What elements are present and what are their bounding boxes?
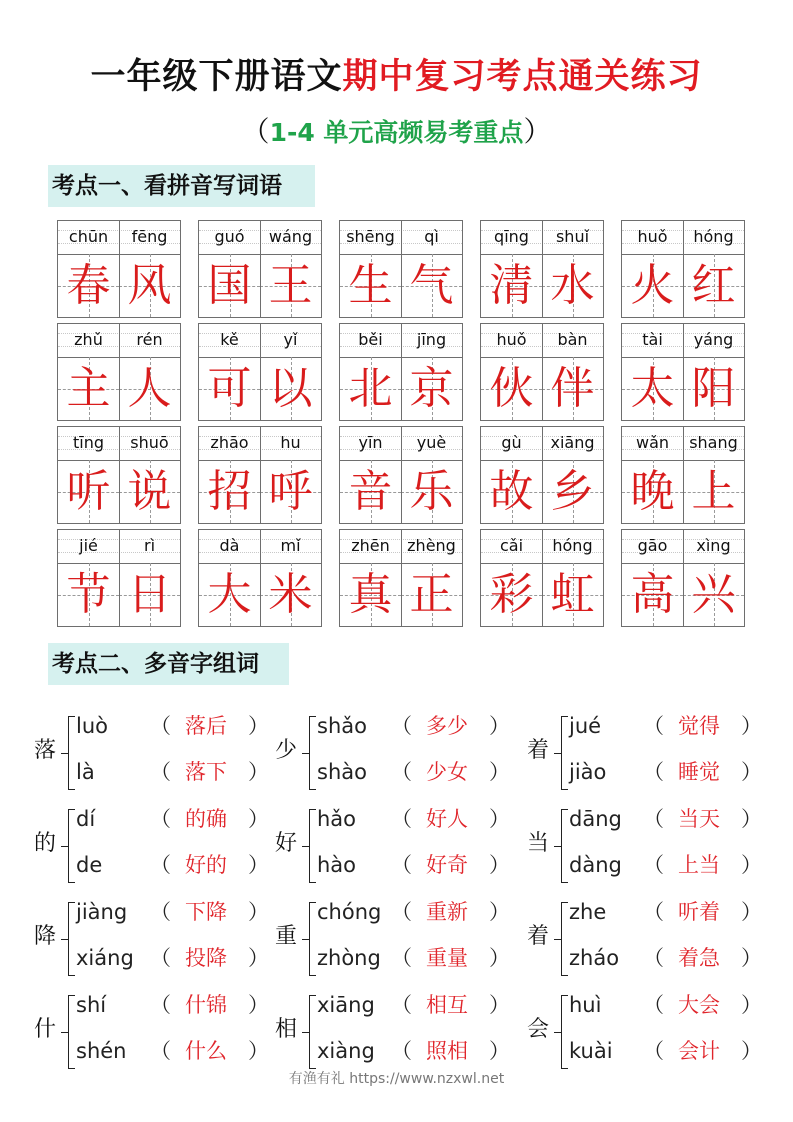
hanzi-answer-left: 北 [348, 363, 393, 414]
reading-row [76, 1031, 276, 1071]
reading-pinyin: de [76, 853, 103, 877]
open-paren: （ [643, 760, 664, 784]
pinyin-left: qīng [494, 227, 529, 246]
pinyin-right: shuō [130, 433, 169, 452]
answer-word: 睡觉 [678, 760, 720, 784]
answer-word: 上当 [678, 853, 720, 877]
polyphone-item [275, 706, 510, 798]
hanzi-answer-left: 主 [66, 363, 111, 414]
pinyin-right: yáng [693, 330, 734, 349]
word-box [57, 323, 181, 421]
word-box [480, 220, 604, 318]
pinyin-left: běi [358, 330, 383, 349]
answer-word: 多少 [426, 714, 468, 738]
polyphone-item [34, 892, 269, 984]
reading-row [76, 706, 276, 746]
polyphone-char: 着 [527, 924, 550, 949]
hanzi-answer-left: 高 [630, 569, 675, 620]
open-paren: （ [643, 1039, 664, 1063]
reading-row [76, 985, 276, 1025]
close-paren: ） [741, 853, 762, 877]
pinyin-left: gāo [637, 536, 668, 555]
open-paren: （ [643, 714, 664, 738]
title-black-part: 一年级下册语文 [90, 57, 343, 97]
polyphone-item [275, 892, 510, 984]
hanzi-answer-left: 听 [66, 466, 111, 517]
brace-bracket [309, 716, 316, 790]
polyphone-item [34, 799, 269, 891]
answer-word: 重量 [426, 946, 468, 970]
close-paren: ） [489, 900, 510, 924]
hanzi-answer-right: 红 [691, 260, 736, 311]
answer-word: 大会 [678, 993, 720, 1017]
reading-pinyin: jiàng [76, 900, 128, 924]
hanzi-answer-left: 可 [207, 363, 252, 414]
pinyin-left: guó [214, 227, 245, 246]
hanzi-answer-right: 以 [268, 363, 313, 414]
pinyin-left: yīn [358, 433, 383, 452]
answer-word: 好的 [185, 853, 227, 877]
pinyin-left: tīng [72, 433, 104, 452]
word-box [57, 529, 181, 627]
reading-row [76, 845, 276, 885]
reading-pinyin: huì [569, 993, 602, 1017]
open-paren: （ [391, 760, 412, 784]
hanzi-answer-right: 上 [691, 466, 736, 517]
brace-bracket [68, 716, 75, 790]
answer-word: 好奇 [426, 853, 468, 877]
reading-row [317, 845, 517, 885]
hanzi-answer-right: 人 [127, 363, 172, 414]
brace-bracket [68, 995, 75, 1069]
word-box [198, 220, 322, 318]
close-paren: ） [489, 853, 510, 877]
brace-bracket [561, 716, 568, 790]
open-paren: （ [150, 853, 171, 877]
reading-pinyin: kuài [569, 1039, 613, 1063]
reading-row [569, 845, 769, 885]
open-paren: （ [643, 946, 664, 970]
polyphone-char: 好 [275, 831, 298, 856]
reading-row [569, 706, 769, 746]
hanzi-answer-right: 呼 [268, 466, 313, 517]
close-paren: ） [489, 946, 510, 970]
pinyin-right: hóng [693, 227, 734, 246]
brace-bracket [561, 902, 568, 976]
close-paren: ） [489, 807, 510, 831]
reading-pinyin: shí [76, 993, 107, 1017]
polyphone-char: 的 [34, 831, 57, 856]
hanzi-answer-left: 彩 [489, 569, 534, 620]
answer-word: 听着 [678, 900, 720, 924]
word-box [480, 529, 604, 627]
polyphone-char: 重 [275, 924, 298, 949]
brace-bracket [309, 902, 316, 976]
pinyin-right: yǐ [283, 330, 298, 349]
pinyin-left: gù [501, 433, 522, 452]
pinyin-left: zhāo [210, 433, 249, 452]
reading-row [76, 752, 276, 792]
word-box [621, 323, 745, 421]
word-box [339, 323, 463, 421]
hanzi-answer-left: 大 [207, 569, 252, 620]
open-paren: （ [391, 1039, 412, 1063]
reading-pinyin: shào [317, 760, 367, 784]
close-paren: ） [248, 760, 269, 784]
hanzi-answer-right: 水 [550, 260, 595, 311]
brace-bracket [68, 902, 75, 976]
answer-word: 会计 [678, 1039, 720, 1063]
polyphone-char: 少 [275, 738, 298, 763]
open-paren: （ [150, 993, 171, 1017]
polyphone-char: 会 [527, 1017, 550, 1042]
reading-row [317, 799, 517, 839]
reading-row [317, 938, 517, 978]
page-title [0, 52, 793, 102]
pinyin-right: fēng [131, 227, 168, 246]
hanzi-answer-left: 伙 [489, 363, 534, 414]
close-paren: ） [489, 760, 510, 784]
pinyin-left: cǎi [499, 536, 524, 555]
reading-row [317, 752, 517, 792]
open-paren: （ [150, 900, 171, 924]
pinyin-left: jié [79, 536, 98, 555]
answer-word: 落下 [185, 760, 227, 784]
polyphone-item [527, 706, 762, 798]
reading-row [569, 799, 769, 839]
close-paren: ） [741, 807, 762, 831]
reading-pinyin: shǎo [317, 714, 367, 738]
reading-pinyin: zhòng [317, 946, 381, 970]
reading-pinyin: là [76, 760, 95, 784]
hanzi-answer-right: 京 [409, 363, 454, 414]
hanzi-answer-right: 风 [127, 260, 172, 311]
close-paren: ） [248, 714, 269, 738]
pinyin-left: huǒ [496, 330, 527, 349]
reading-row [569, 892, 769, 932]
hanzi-answer-right: 伴 [550, 363, 595, 414]
brace-bracket [561, 809, 568, 883]
reading-pinyin: hǎo [317, 807, 357, 831]
pinyin-left: wǎn [635, 433, 670, 452]
polyphone-char: 相 [275, 1017, 298, 1042]
open-paren: （ [643, 853, 664, 877]
polyphone-char: 当 [527, 831, 550, 856]
open-paren: （ [643, 807, 664, 831]
answer-word: 好人 [426, 807, 468, 831]
pinyin-left: huǒ [637, 227, 668, 246]
answer-word: 的确 [185, 807, 227, 831]
hanzi-answer-right: 米 [268, 569, 313, 620]
answer-word: 少女 [426, 760, 468, 784]
word-box [198, 426, 322, 524]
reading-pinyin: dāng [569, 807, 622, 831]
answer-word: 觉得 [678, 714, 720, 738]
word-box [57, 220, 181, 318]
answer-word: 重新 [426, 900, 468, 924]
brace-bracket [309, 809, 316, 883]
pinyin-right: rén [136, 330, 163, 349]
open-paren: （ [643, 900, 664, 924]
reading-pinyin: luò [76, 714, 108, 738]
reading-row [76, 892, 276, 932]
close-paren: ） [248, 853, 269, 877]
answer-word: 照相 [426, 1039, 468, 1063]
reading-pinyin: shén [76, 1039, 127, 1063]
close-paren: ） [248, 807, 269, 831]
word-box [198, 323, 322, 421]
pinyin-right: yuè [416, 433, 447, 452]
title-red-part: 期中复习考点通关练习 [342, 57, 703, 97]
polyphone-char: 降 [34, 924, 57, 949]
polyphone-item [527, 985, 762, 1077]
close-paren: ） [741, 993, 762, 1017]
reading-row [569, 1031, 769, 1071]
hanzi-answer-left: 真 [348, 569, 393, 620]
pinyin-left: shēng [346, 227, 395, 246]
section-1-heading: 考点一、看拼音写词语 [48, 165, 315, 207]
polyphone-item [527, 892, 762, 984]
pinyin-right: shang [689, 433, 738, 452]
word-box [198, 529, 322, 627]
open-paren: （ [643, 993, 664, 1017]
answer-word: 落后 [185, 714, 227, 738]
pinyin-right: hu [280, 433, 301, 452]
word-box [339, 529, 463, 627]
polyphone-item [34, 706, 269, 798]
polyphone-item [275, 799, 510, 891]
section-2-heading: 考点二、多音字组词 [48, 643, 289, 685]
reading-pinyin: xiāng [317, 993, 375, 1017]
close-paren: ） [248, 946, 269, 970]
close-paren: ） [489, 1039, 510, 1063]
open-paren: （ [150, 946, 171, 970]
open-paren: （ [391, 853, 412, 877]
open-paren: （ [391, 946, 412, 970]
answer-word: 什么 [185, 1039, 227, 1063]
polyphone-item [275, 985, 510, 1077]
close-paren: ） [741, 760, 762, 784]
word-box [621, 426, 745, 524]
hanzi-answer-left: 太 [630, 363, 675, 414]
hanzi-answer-left: 清 [489, 260, 534, 311]
reading-row [317, 706, 517, 746]
page-subtitle [0, 112, 793, 153]
reading-pinyin: xiàng [317, 1039, 375, 1063]
hanzi-answer-right: 正 [409, 569, 454, 620]
hanzi-answer-right: 气 [409, 260, 454, 311]
hanzi-answer-left: 故 [489, 466, 534, 517]
polyphone-char: 落 [34, 738, 57, 763]
hanzi-answer-right: 阳 [691, 363, 736, 414]
word-box [621, 220, 745, 318]
close-paren: ） [248, 993, 269, 1017]
reading-pinyin: dí [76, 807, 96, 831]
reading-row [569, 985, 769, 1025]
brace-bracket [309, 995, 316, 1069]
hanzi-answer-right: 乐 [409, 466, 454, 517]
pinyin-left: tài [642, 330, 663, 349]
hanzi-answer-right: 兴 [691, 569, 736, 620]
word-box [57, 426, 181, 524]
reading-pinyin: xiáng [76, 946, 134, 970]
polyphone-char: 着 [527, 738, 550, 763]
subtitle-text: 1-4 单元高频易考重点 [269, 118, 524, 147]
pinyin-left: zhēn [351, 536, 390, 555]
brace-bracket [561, 995, 568, 1069]
footer-watermark: 有渔有礼 https://www.nzxwl.net [288, 1071, 505, 1087]
answer-word: 相互 [426, 993, 468, 1017]
hanzi-answer-right: 日 [127, 569, 172, 620]
close-paren: ） [741, 714, 762, 738]
close-paren: ） [741, 1039, 762, 1063]
hanzi-answer-left: 晚 [630, 466, 675, 517]
reading-row [569, 938, 769, 978]
reading-row [317, 892, 517, 932]
pinyin-right: xìng [696, 536, 731, 555]
close-paren: ） [489, 993, 510, 1017]
answer-word: 投降 [185, 946, 227, 970]
hanzi-answer-right: 乡 [550, 466, 595, 517]
open-paren: （ [391, 993, 412, 1017]
pinyin-right: zhèng [407, 536, 456, 555]
pinyin-left: chūn [68, 227, 109, 246]
hanzi-answer-left: 生 [348, 260, 393, 311]
close-paren: ） [248, 900, 269, 924]
reading-pinyin: jiào [569, 760, 607, 784]
pinyin-right: wáng [268, 227, 313, 246]
pinyin-right: jīng [416, 330, 447, 349]
reading-pinyin: chóng [317, 900, 382, 924]
reading-pinyin: hào [317, 853, 357, 877]
reading-row [569, 752, 769, 792]
open-paren: （ [150, 1039, 171, 1063]
reading-row [317, 985, 517, 1025]
pinyin-left: kě [220, 330, 239, 349]
hanzi-answer-left: 国 [207, 260, 252, 311]
word-box [480, 323, 604, 421]
word-box [480, 426, 604, 524]
subtitle-close-paren: ） [523, 115, 552, 148]
hanzi-answer-left: 招 [207, 466, 252, 517]
pinyin-right: xiāng [550, 433, 595, 452]
hanzi-answer-left: 春 [66, 260, 111, 311]
word-box [339, 220, 463, 318]
polyphone-item [527, 799, 762, 891]
open-paren: （ [391, 807, 412, 831]
hanzi-answer-right: 说 [127, 466, 172, 517]
subtitle-open-paren: （ [241, 115, 270, 148]
reading-pinyin: zháo [569, 946, 620, 970]
hanzi-answer-left: 音 [348, 466, 393, 517]
reading-row [76, 799, 276, 839]
pinyin-right: shuǐ [555, 227, 590, 246]
word-box [621, 529, 745, 627]
reading-row [76, 938, 276, 978]
pinyin-right: rì [143, 536, 156, 555]
brace-bracket [68, 809, 75, 883]
answer-word: 当天 [678, 807, 720, 831]
open-paren: （ [391, 714, 412, 738]
close-paren: ） [489, 714, 510, 738]
reading-row [317, 1031, 517, 1071]
close-paren: ） [741, 946, 762, 970]
hanzi-answer-right: 虹 [550, 569, 595, 620]
close-paren: ） [248, 1039, 269, 1063]
hanzi-answer-left: 火 [630, 260, 675, 311]
word-box [339, 426, 463, 524]
hanzi-answer-left: 节 [66, 569, 111, 620]
open-paren: （ [150, 760, 171, 784]
hanzi-answer-right: 王 [268, 260, 313, 311]
reading-pinyin: zhe [569, 900, 607, 924]
answer-word: 下降 [185, 900, 227, 924]
pinyin-right: qì [424, 227, 439, 246]
pinyin-right: mǐ [280, 536, 301, 555]
reading-pinyin: jué [569, 714, 602, 738]
answer-word: 什锦 [185, 993, 227, 1017]
open-paren: （ [150, 714, 171, 738]
pinyin-left: dà [219, 536, 240, 555]
close-paren: ） [741, 900, 762, 924]
answer-word: 着急 [678, 946, 720, 970]
pinyin-left: zhǔ [74, 330, 103, 349]
open-paren: （ [150, 807, 171, 831]
pinyin-right: bàn [557, 330, 588, 349]
pinyin-right: hóng [552, 536, 593, 555]
open-paren: （ [391, 900, 412, 924]
polyphone-char: 什 [34, 1017, 57, 1042]
reading-pinyin: dàng [569, 853, 622, 877]
polyphone-item [34, 985, 269, 1077]
